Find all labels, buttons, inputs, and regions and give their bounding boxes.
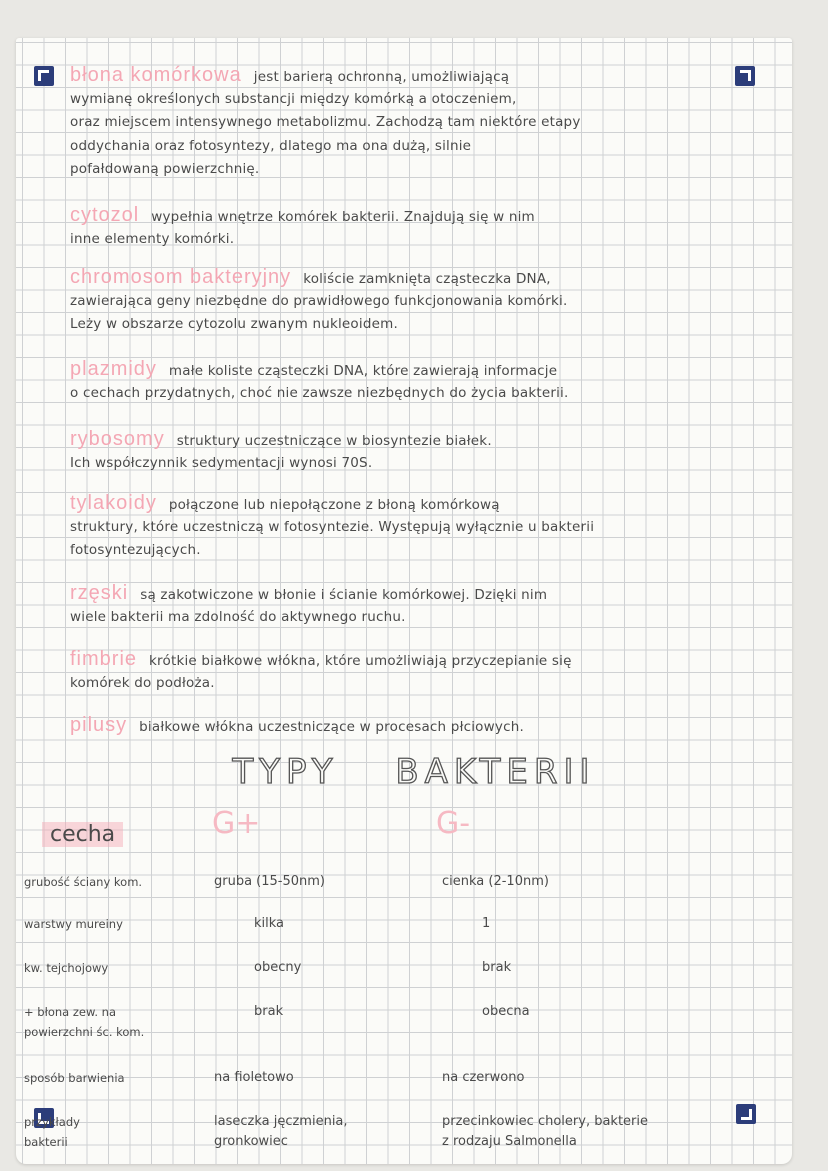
definition-section [70,266,770,337]
cell-line: brak [254,1004,284,1019]
text-line [70,204,770,228]
text-line-content: połączone lub niepołączone z błoną komórkową [168,497,500,513]
definition-section [70,428,770,475]
table-cell-feature [24,1002,144,1042]
text-line-content: są zakotwiczone w błonie i ścianie komórkowej. Dzięki nim [140,587,548,603]
text-line [70,648,770,672]
table-cell-gplus [254,914,284,934]
table-title: TYPY BAKTERII [232,752,596,792]
table-cell-feature [24,1068,125,1088]
text-line-content: zawierająca geny niezbędne do prawidłowego funkcjonowania komórki. [70,292,568,309]
table-cell-gplus [214,1068,294,1088]
table-cell-gplus [214,872,325,892]
cell-line: laseczka jęczmienia, [214,1114,348,1129]
text-line [70,382,770,406]
cell-line: gronkowiec [214,1134,288,1149]
term-heading: plazmidy [70,358,157,380]
header-feature [42,822,123,847]
text-line-content: struktury uczestniczące w biosyntezie białek. [176,433,492,449]
cell-line: obecny [254,960,302,975]
text-line [70,452,770,476]
term-heading: chromosom bakteryjny [70,266,292,288]
table-cell-feature [24,872,142,892]
table-cell-feature [24,1112,80,1152]
cell-line: przecinkowiec cholery, bakterie [442,1114,649,1129]
corner-marker-icon [736,1104,756,1124]
text-line [70,428,770,452]
table-cell-gminus [482,914,490,934]
term-heading: fimbrie [70,648,138,670]
term-heading: błona komórkowa [70,64,242,86]
definition-section [70,204,770,251]
text-line [70,228,770,252]
text-line-content: fotosyntezujących. [70,542,201,558]
table-cell-feature [24,958,108,978]
cell-line: warstwy mureiny [24,917,123,931]
table-cell-gminus [442,1068,524,1088]
text-line [70,539,770,563]
cell-line: 1 [482,916,491,931]
text-line-content: inne elementy komórki. [70,230,235,247]
text-line [70,714,770,738]
text-line [70,111,770,135]
text-line [70,135,770,159]
cell-line: cienka (2-10nm) [442,874,549,889]
cell-line: bakterii [24,1135,68,1149]
text-line-content: krótkie białkowe włókna, które umożliwiają przyczepianie się [149,653,572,669]
table-cell-feature [24,914,123,934]
text-line [70,313,770,337]
text-line [70,158,770,182]
header-gram-negative: G- [436,806,471,841]
text-line [70,606,770,630]
text-line-content: jest barierą ochronną, umożliwiającą [253,69,510,85]
corner-marker-icon [34,66,54,86]
text-line-content: małe koliste cząsteczki DNA, które zawierają informacje [168,363,558,379]
header-gram-positive: G+ [212,806,261,841]
text-line-content: wypełnia wnętrze komórek bakterii. Znajdują się w nim [151,209,535,225]
cell-line: gruba (15-50nm) [214,874,326,889]
cell-line: na czerwono [442,1070,525,1085]
cell-line: grubość ściany kom. [24,875,143,889]
cell-line: obecna [482,1004,530,1019]
text-line-content: wiele bakterii ma zdolność do aktywnego ruchu. [70,608,406,625]
text-line [70,582,770,606]
definition-section [70,64,770,182]
text-line [70,64,770,88]
cell-line: sposób barwienia [24,1071,125,1085]
text-line [70,266,770,290]
text-line [70,88,770,112]
table-cell-gminus [482,1002,530,1022]
text-line-content: Leży w obszarze cytozolu zwanym nukleoidem. [70,316,398,332]
table-cell-gminus [442,1112,648,1152]
text-line-content: komórek do podłoża. [70,674,215,691]
text-line [70,516,770,540]
term-heading: rybosomy [70,428,165,450]
text-line-content: oddychania oraz fotosyntezy, dlatego ma ona dużą, silnie [70,137,472,154]
definition-section [70,582,770,629]
cell-line: brak [482,960,512,975]
cell-line: z rodzaju Salmonella [442,1134,577,1149]
text-line-content: Ich współczynnik sedymentacji wynosi 70S. [70,454,373,471]
cell-line: powierzchni śc. kom. [24,1025,145,1039]
table-cell-gplus [254,1002,283,1022]
definition-section [70,358,770,405]
term-heading: tylakoidy [70,492,157,514]
cell-line: + błona zew. na [24,1005,116,1019]
text-line-content: struktury, które uczestniczą w fotosyntezie. Występują wyłącznie u bakterii [70,518,595,535]
text-line-content: pofałdowaną powierzchnię. [70,161,260,177]
term-heading: cytozol [70,204,140,226]
text-line-content: oraz miejscem intensywnego metabolizmu. Zachodzą tam niektóre etapy [70,114,581,130]
text-line-content: wymianę określonych substancji między komórką a otoczeniem, [70,90,517,107]
cell-line: kilka [254,916,285,931]
cell-line: kw. tejchojowy [24,961,109,975]
definition-section [70,648,770,695]
definition-section [70,492,770,563]
text-line [70,492,770,516]
cell-line: przykłady [24,1115,80,1129]
text-line-content: koliście zamknięta cząsteczka DNA, [303,271,551,287]
table-cell-gminus [482,958,511,978]
text-line-content: białkowe włókna uczestniczące w procesach płciowych. [139,719,524,735]
text-line [70,358,770,382]
definition-section [70,714,770,738]
table-cell-gplus [254,958,301,978]
cell-line: na fioletowo [214,1070,294,1085]
text-line [70,290,770,314]
term-heading: rzęski [70,582,129,604]
table-cell-gplus [214,1112,348,1152]
text-line-content: o cechach przydatnych, choć nie zawsze niezbędnych do życia bakterii. [70,384,569,401]
table-cell-gminus [442,872,549,892]
term-heading: pilusy [70,714,128,736]
text-line [70,672,770,696]
header-feature-label: cecha [42,822,123,847]
